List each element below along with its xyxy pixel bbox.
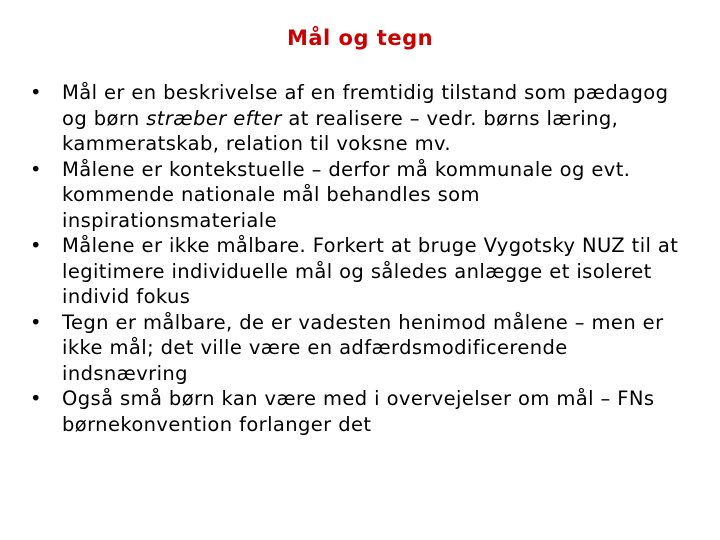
bullet-item: [30, 233, 695, 310]
bullet-list: [30, 80, 695, 437]
bullet-dot-icon: •: [30, 157, 42, 181]
bullet-text: Målene er ikke målbare. Forkert at bruge Vygotsky NUZ til at legitimere individuelle mål og således anlægge et isoleret individ fokus: [62, 234, 679, 308]
bullet-emphasis: stræber efter: [146, 106, 282, 130]
bullet-text: Tegn er målbare, de er vadesten henimod målene – men er ikke mål; det ville være en adfærdsmodificerende indsnævring: [62, 310, 664, 385]
bullet-text-end: at realisere – vedr. børns læring, kammeratskab, relation til voksne mv.: [62, 106, 619, 155]
bullet-item: [30, 310, 695, 387]
bullet-dot-icon: •: [30, 81, 42, 104]
bullet-text: Mål er en beskrivelse af en fremtidig tilstand som pædagog og børn: [62, 81, 669, 130]
bullet-dot-icon: •: [30, 387, 42, 410]
slide-title: Mål og tegn: [286, 26, 434, 50]
bullet-text: Målene er kontekstuelle – derfor må kommunale og evt. kommende nationale mål behandles som inspirationsmateriale: [62, 157, 631, 232]
bullet-item: [30, 80, 695, 157]
bullet-item: [30, 386, 695, 437]
bullet-dot-icon: •: [30, 234, 42, 257]
bullet-item: [30, 157, 695, 234]
bullet-text: Også små børn kan være med i overvejelser om mål – FNs børnekonvention forlanger det: [62, 387, 655, 436]
bullet-dot-icon: •: [30, 310, 42, 334]
